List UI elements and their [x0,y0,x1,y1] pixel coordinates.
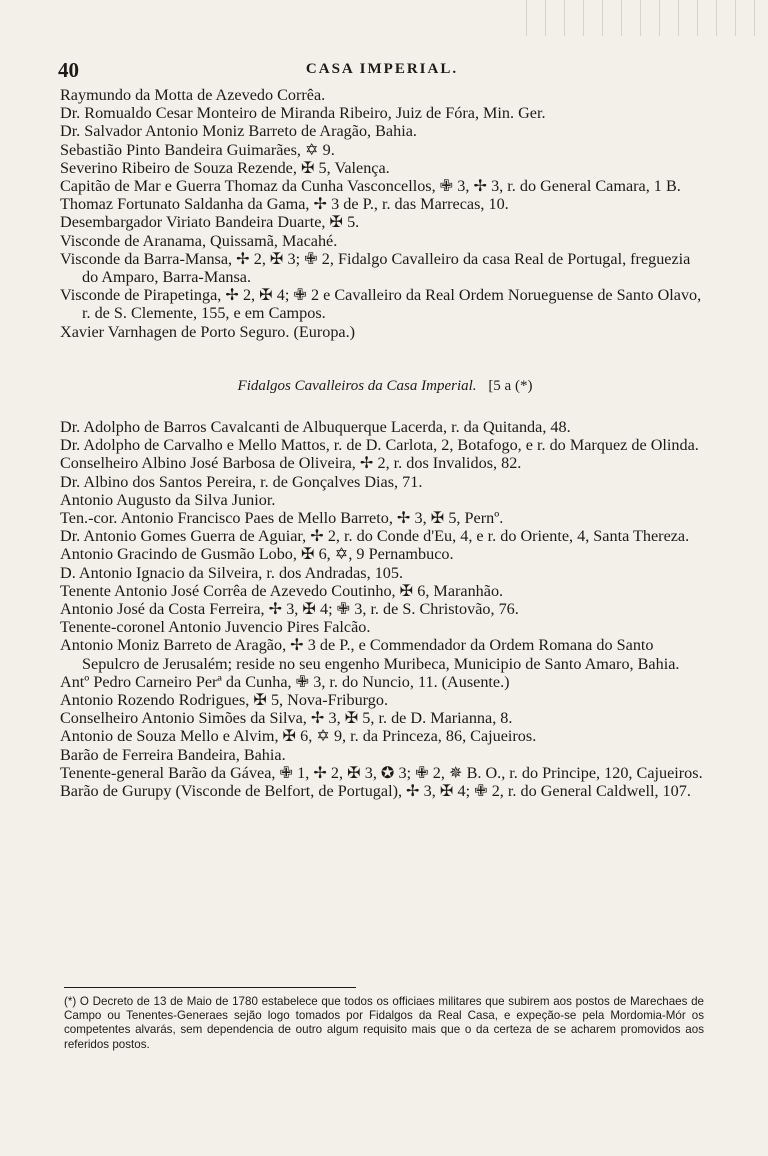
entry: Antonio Augusto da Silva Junior. [60,490,276,509]
entry: Antonio Gracindo de Gusmão Lobo, ✠ 6, ✡, 9 Pernambuco. [60,545,454,564]
entry: Dr. Albino dos Santos Pereira, r. de Gonçalves Dias, 71. [60,472,423,491]
entry: Desembargador Viriato Bandeira Duarte, ✠ 5. [60,213,360,232]
entry: Visconde de Pirapetinga, ✢ 2, ✠ 4; ✙ 2 e Cavalleiro da Real Ordem Norueguense de Santo Olavo, r. de S. Clemente, 155, e em Campos. [60,286,702,323]
entry: Barão de Gurupy (Visconde de Belfort, de Portugal), ✢ 3, ✠ 4; ✙ 2, r. do General Caldwell, 107. [60,782,691,801]
section-title [60,378,710,395]
entry: Capitão de Mar e Guerra Thomaz da Cunha Vasconcellos, ✙ 3, ✢ 3, r. do General Camara, 1 B. [60,177,681,196]
footnote: (*) O Decreto de 13 de Maio de 1780 estabelece que todos os officiaes militares que subirem aos postos de Marechaes de Campo ou Tenentes-Generaes sejão logo tomados por Fidalgos da Real Casa, e expeção-se pela Mordomia-Mór os competentes alvarás, sem dependencia de outro algum requisito mais que o da certeza de se acharem promovidos aos referidos postos. [64,995,704,1051]
entry: Dr. Romualdo Cesar Monteiro de Miranda Ribeiro, Juiz de Fóra, Min. Ger. [60,104,546,123]
entry: Dr. Salvador Antonio Moniz Barreto de Aragão, Bahia. [60,122,417,141]
entry: Antonio José da Costa Ferreira, ✢ 3, ✠ 4; ✙ 3, r. de S. Christovão, 76. [60,600,519,619]
entry: Tenente Antonio José Corrêa de Azevedo Coutinho, ✠ 6, Maranhão. [60,581,504,600]
entry: Severino Ribeiro de Souza Rezende, ✠ 5, Valença. [60,158,390,177]
page-edge-noise [520,0,760,36]
entry: Xavier Varnhagen de Porto Seguro. (Europa.) [60,322,356,341]
entry: Dr. Adolpho de Carvalho e Mello Mattos, r. de D. Carlota, 2, Botafogo, e r. do Marquez de Olinda. [60,436,699,455]
entry: Sebastião Pinto Bandeira Guimarães, ✡ 9. [60,140,335,159]
entry: Conselheiro Albino José Barbosa de Oliveira, ✢ 2, r. dos Invalidos, 82. [60,454,522,473]
section-title-text: Fidalgos Cavalleiros da Casa Imperial. [237,378,477,394]
footnote-rule [64,987,356,988]
entry: Thomaz Fortunato Saldanha da Gama, ✢ 3 de P., r. das Marrecas, 10. [60,195,509,214]
entry: Dr. Antonio Gomes Guerra de Aguiar, ✢ 2, r. do Conde d'Eu, 4, e r. do Oriente, 4, Santa Thereza. [60,527,690,546]
entry: Ten.-cor. Antonio Francisco Paes de Mello Barreto, ✢ 3, ✠ 5, Pernº. [60,509,504,528]
entry: Conselheiro Antonio Simões da Silva, ✢ 3, ✠ 5, r. de D. Marianna, 8. [60,709,513,728]
entry: Visconde de Aranama, Quissamã, Macahé. [60,231,338,250]
entry: Barão de Ferreira Bandeira, Bahia. [60,745,286,764]
entry: D. Antonio Ignacio da Silveira, r. dos Andradas, 105. [60,563,404,582]
entry: Antº Pedro Carneiro Perª da Cunha, ✙ 3, r. do Nuncio, 11. (Ausente.) [60,672,510,691]
entry: Raymundo da Motta de Azevedo Corrêa. [60,86,326,104]
page-header [58,58,706,84]
page-number: 40 [58,58,79,82]
entry: Antonio de Souza Mello e Alvim, ✠ 6, ✡ 9, r. da Princeza, 86, Cajueiros. [60,727,537,746]
entry: Dr. Adolpho de Barros Cavalcanti de Albuquerque Lacerda, r. da Quitanda, 48. [60,418,571,436]
entries-list-bottom [60,418,710,800]
entry: Antonio Moniz Barreto de Aragão, ✢ 3 de P., e Commendador da Ordem Romana do Santo Sepulcro de Jerusalém; reside no seu engenho Muribeca, Municipio de Santo Amaro, Bahia. [60,636,680,673]
entries-list-top [60,86,710,341]
footnote-mark: [5 a (*) [488,378,533,394]
entry: Tenente-general Barão da Gávea, ✙ 1, ✢ 2, ✠ 3, ✪ 3; ✙ 2, ✵ B. O., r. do Principe, 120, Cajueiros. [60,763,703,782]
entry: Visconde da Barra-Mansa, ✢ 2, ✠ 3; ✙ 2, Fidalgo Cavalleiro da casa Real de Portugal, freguezia do Amparo, Barra-Mansa. [60,249,691,287]
entry: Tenente-coronel Antonio Juvencio Pires Falcão. [60,618,371,637]
running-head: CASA IMPERIAL. [305,61,459,77]
entry: Antonio Rozendo Rodrigues, ✠ 5, Nova-Friburgo. [60,691,388,710]
